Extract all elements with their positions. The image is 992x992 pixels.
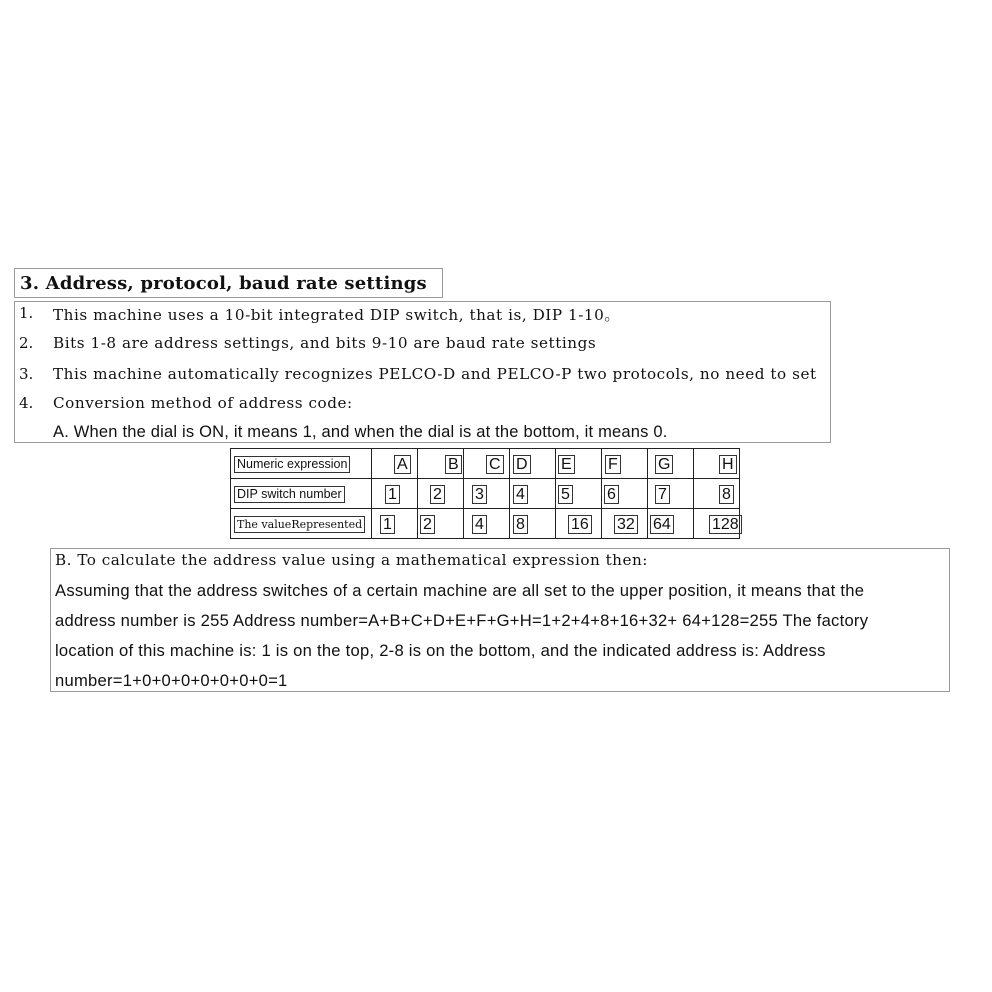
cell-value: 8 [513, 515, 528, 534]
table-cell [510, 449, 556, 479]
list-text: Bits 1-8 are address settings, and bits 9-10 are baud rate settings [53, 334, 597, 352]
table-cell [418, 449, 464, 479]
cell-value: 3 [472, 485, 487, 504]
section-b-line: location of this machine is: 1 is on the top, 2-8 is on the bottom, and the indicated address is: Address [55, 641, 826, 660]
table-cell [464, 479, 510, 509]
table-row-header [231, 449, 372, 479]
table-cell [372, 509, 418, 539]
table-cell [510, 479, 556, 509]
cell-value: 5 [558, 485, 573, 504]
table-cell [372, 479, 418, 509]
section-b-line: Assuming that the address switches of a certain machine are all set to the upper position, it means that the [55, 581, 865, 600]
cell-value: 8 [719, 485, 734, 504]
cell-value: 16 [568, 515, 592, 534]
cell-value: 4 [513, 485, 528, 504]
section-b-line: address number is 255 Address number=A+B+C+D+E+F+G+H=1+2+4+8+16+32+ 64+128=255 The factory [55, 611, 869, 630]
list-text: This machine uses a 10-bit integrated DIP switch, that is, DIP 1-10。 [53, 306, 621, 324]
note-a-text: A. When the dial is ON, it means 1, and when the dial is at the bottom, it means 0. [53, 423, 668, 441]
section-title-box [14, 268, 443, 298]
table-cell [694, 479, 740, 509]
row-label: DIP switch number [234, 486, 345, 503]
table-row [231, 449, 740, 479]
cell-value: H [719, 455, 737, 474]
list-text: This machine automatically recognizes PELCO-D and PELCO-P two protocols, no need to set [53, 365, 817, 383]
cell-value: 32 [614, 515, 638, 534]
cell-value: 6 [604, 485, 619, 504]
table-row-header [231, 509, 372, 539]
section-title: 3. Address, protocol, baud rate settings [20, 273, 427, 294]
table-row [231, 509, 740, 539]
cell-value: 1 [380, 515, 395, 534]
table-cell [648, 509, 694, 539]
list-text: Conversion method of address code: [53, 394, 353, 412]
section-b-box [50, 548, 950, 692]
table-cell [648, 449, 694, 479]
list-number: 2. [19, 334, 34, 352]
table-cell [556, 479, 602, 509]
section-b-line: number=1+0+0+0+0+0+0+0=1 [55, 671, 288, 690]
table-cell [556, 509, 602, 539]
row-label: Numeric expression [234, 456, 350, 473]
section-b-heading: B. To calculate the address value using a mathematical expression then: [55, 551, 648, 569]
table-cell [694, 449, 740, 479]
cell-value: 2 [420, 515, 435, 534]
cell-value: G [655, 455, 673, 474]
cell-value: A [394, 455, 411, 474]
cell-value: C [486, 455, 504, 474]
cell-value: E [558, 455, 575, 474]
table-row [231, 479, 740, 509]
table-cell [418, 479, 464, 509]
cell-value: 2 [430, 485, 445, 504]
cell-value: 1 [385, 485, 400, 504]
table-cell [648, 479, 694, 509]
instruction-list [14, 301, 831, 443]
table-cell [510, 509, 556, 539]
cell-value: F [605, 455, 621, 474]
cell-value: 4 [472, 515, 487, 534]
cell-value: 128 [709, 515, 742, 534]
table-cell [694, 509, 740, 539]
table-cell [418, 509, 464, 539]
table-cell [372, 449, 418, 479]
cell-value: 64 [650, 515, 674, 534]
cell-value: 7 [655, 485, 670, 504]
list-number: 1. [19, 304, 34, 322]
table-cell [602, 509, 648, 539]
table-cell [556, 449, 602, 479]
dip-switch-table [230, 448, 740, 539]
table-row-header [231, 479, 372, 509]
list-number: 4. [19, 394, 34, 412]
table-cell [464, 449, 510, 479]
row-label: The valueRepresented [234, 516, 365, 533]
table-cell [602, 449, 648, 479]
list-number: 3. [19, 365, 34, 383]
cell-value: B [445, 455, 462, 474]
table-cell [464, 509, 510, 539]
cell-value: D [513, 455, 531, 474]
table-cell [602, 479, 648, 509]
